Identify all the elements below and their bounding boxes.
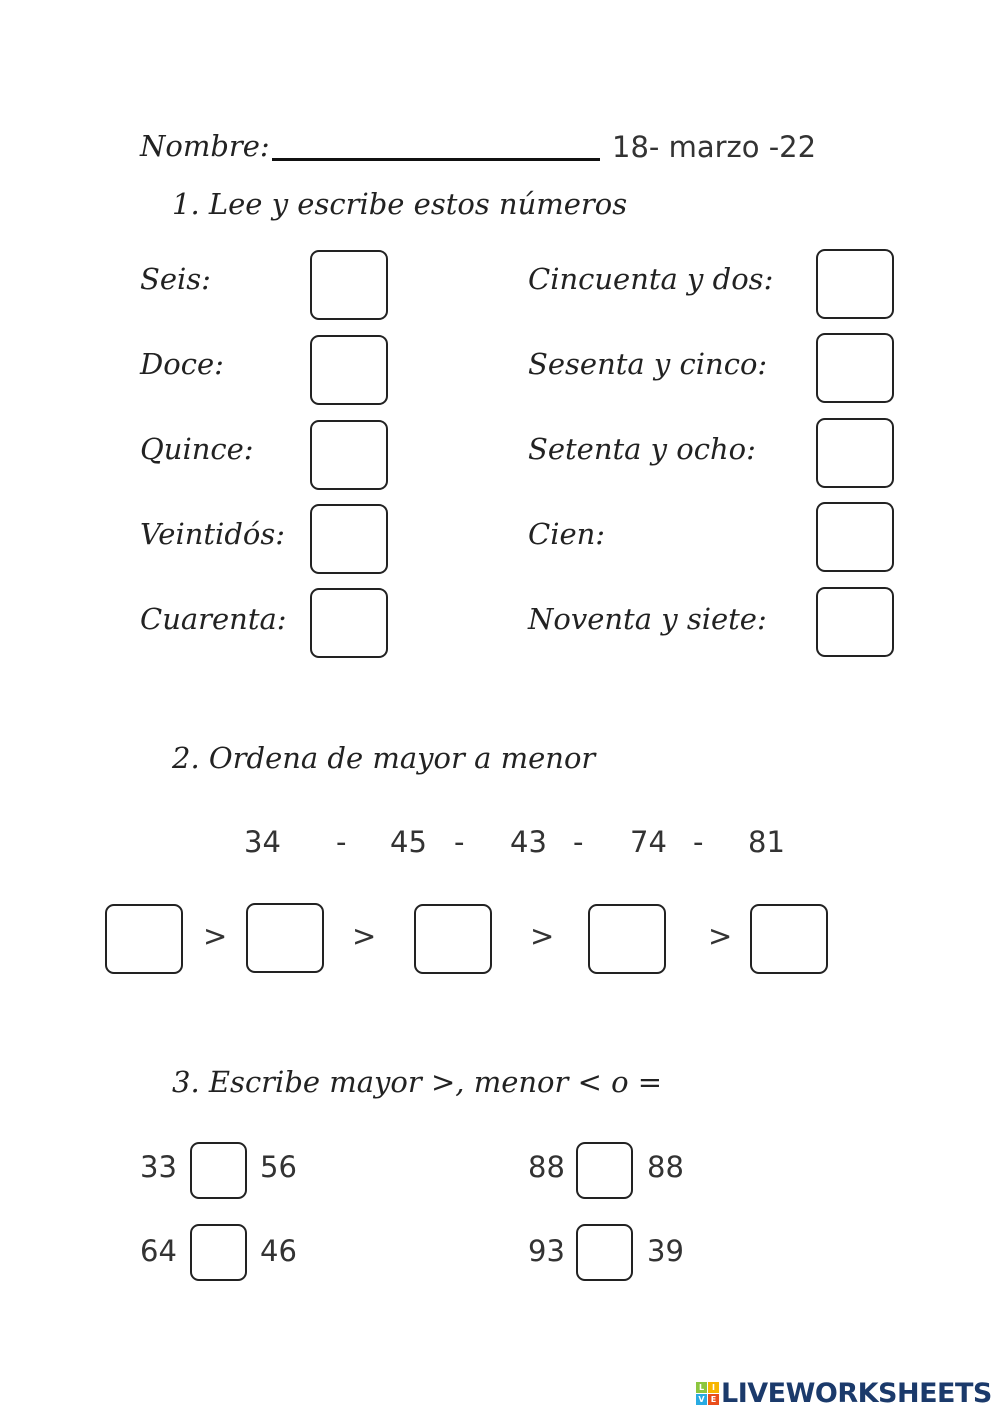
order-box[interactable] xyxy=(750,904,828,974)
answer-box[interactable] xyxy=(310,250,388,320)
left-label: Seis: xyxy=(140,262,211,296)
separator: - xyxy=(454,825,465,859)
compare-box[interactable] xyxy=(576,1224,633,1281)
right-label: Noventa y siete: xyxy=(528,602,767,636)
separator: - xyxy=(336,825,347,859)
liveworksheets-logo xyxy=(696,1378,992,1409)
separator: - xyxy=(693,825,704,859)
section2-title: 2. Ordena de mayor a menor xyxy=(172,741,596,775)
compare-box[interactable] xyxy=(190,1224,247,1281)
brand-name: LIVEWORKSHEETS xyxy=(721,1378,992,1409)
order-box[interactable] xyxy=(414,904,492,974)
number: 45 xyxy=(390,825,427,859)
number: 74 xyxy=(630,825,667,859)
logo-letter: V xyxy=(696,1394,707,1405)
right-label: Cien: xyxy=(528,517,606,551)
answer-box[interactable] xyxy=(310,504,388,574)
order-box[interactable] xyxy=(105,904,183,974)
number: 64 xyxy=(140,1234,177,1268)
logo-letter: E xyxy=(708,1394,719,1405)
greater-than: > xyxy=(708,919,733,953)
right-label: Cincuenta y dos: xyxy=(528,262,774,296)
number: 33 xyxy=(140,1150,177,1184)
answer-box[interactable] xyxy=(816,587,894,657)
separator: - xyxy=(573,825,584,859)
answer-box[interactable] xyxy=(310,588,388,658)
left-label: Quince: xyxy=(140,432,254,466)
number: 88 xyxy=(647,1150,684,1184)
number: 88 xyxy=(528,1150,565,1184)
compare-box[interactable] xyxy=(190,1142,247,1199)
greater-than: > xyxy=(530,919,555,953)
logo-cubes-icon xyxy=(696,1382,719,1405)
left-label: Doce: xyxy=(140,347,224,381)
number: 39 xyxy=(647,1234,684,1268)
answer-box[interactable] xyxy=(816,249,894,319)
logo-letter: L xyxy=(696,1382,707,1393)
answer-box[interactable] xyxy=(816,333,894,403)
greater-than: > xyxy=(352,919,377,953)
logo-letter: I xyxy=(708,1382,719,1393)
date: 18- marzo -22 xyxy=(612,130,817,164)
answer-box[interactable] xyxy=(816,502,894,572)
order-box[interactable] xyxy=(588,904,666,974)
left-label: Cuarenta: xyxy=(140,602,287,636)
greater-than: > xyxy=(203,919,228,953)
right-label: Sesenta y cinco: xyxy=(528,347,768,381)
section3-title: 3. Escribe mayor >, menor < o = xyxy=(172,1065,663,1099)
number: 43 xyxy=(510,825,547,859)
section1-title: 1. Lee y escribe estos números xyxy=(172,187,628,221)
number: 46 xyxy=(260,1234,297,1268)
name-line[interactable] xyxy=(272,158,600,161)
number: 56 xyxy=(260,1150,297,1184)
compare-box[interactable] xyxy=(576,1142,633,1199)
answer-box[interactable] xyxy=(310,335,388,405)
answer-box[interactable] xyxy=(310,420,388,490)
number: 93 xyxy=(528,1234,565,1268)
number: 81 xyxy=(748,825,785,859)
right-label: Setenta y ocho: xyxy=(528,432,756,466)
number: 34 xyxy=(244,825,281,859)
name-label: Nombre: xyxy=(140,129,270,163)
answer-box[interactable] xyxy=(816,418,894,488)
order-box[interactable] xyxy=(246,903,324,973)
left-label: Veintidós: xyxy=(140,517,285,551)
